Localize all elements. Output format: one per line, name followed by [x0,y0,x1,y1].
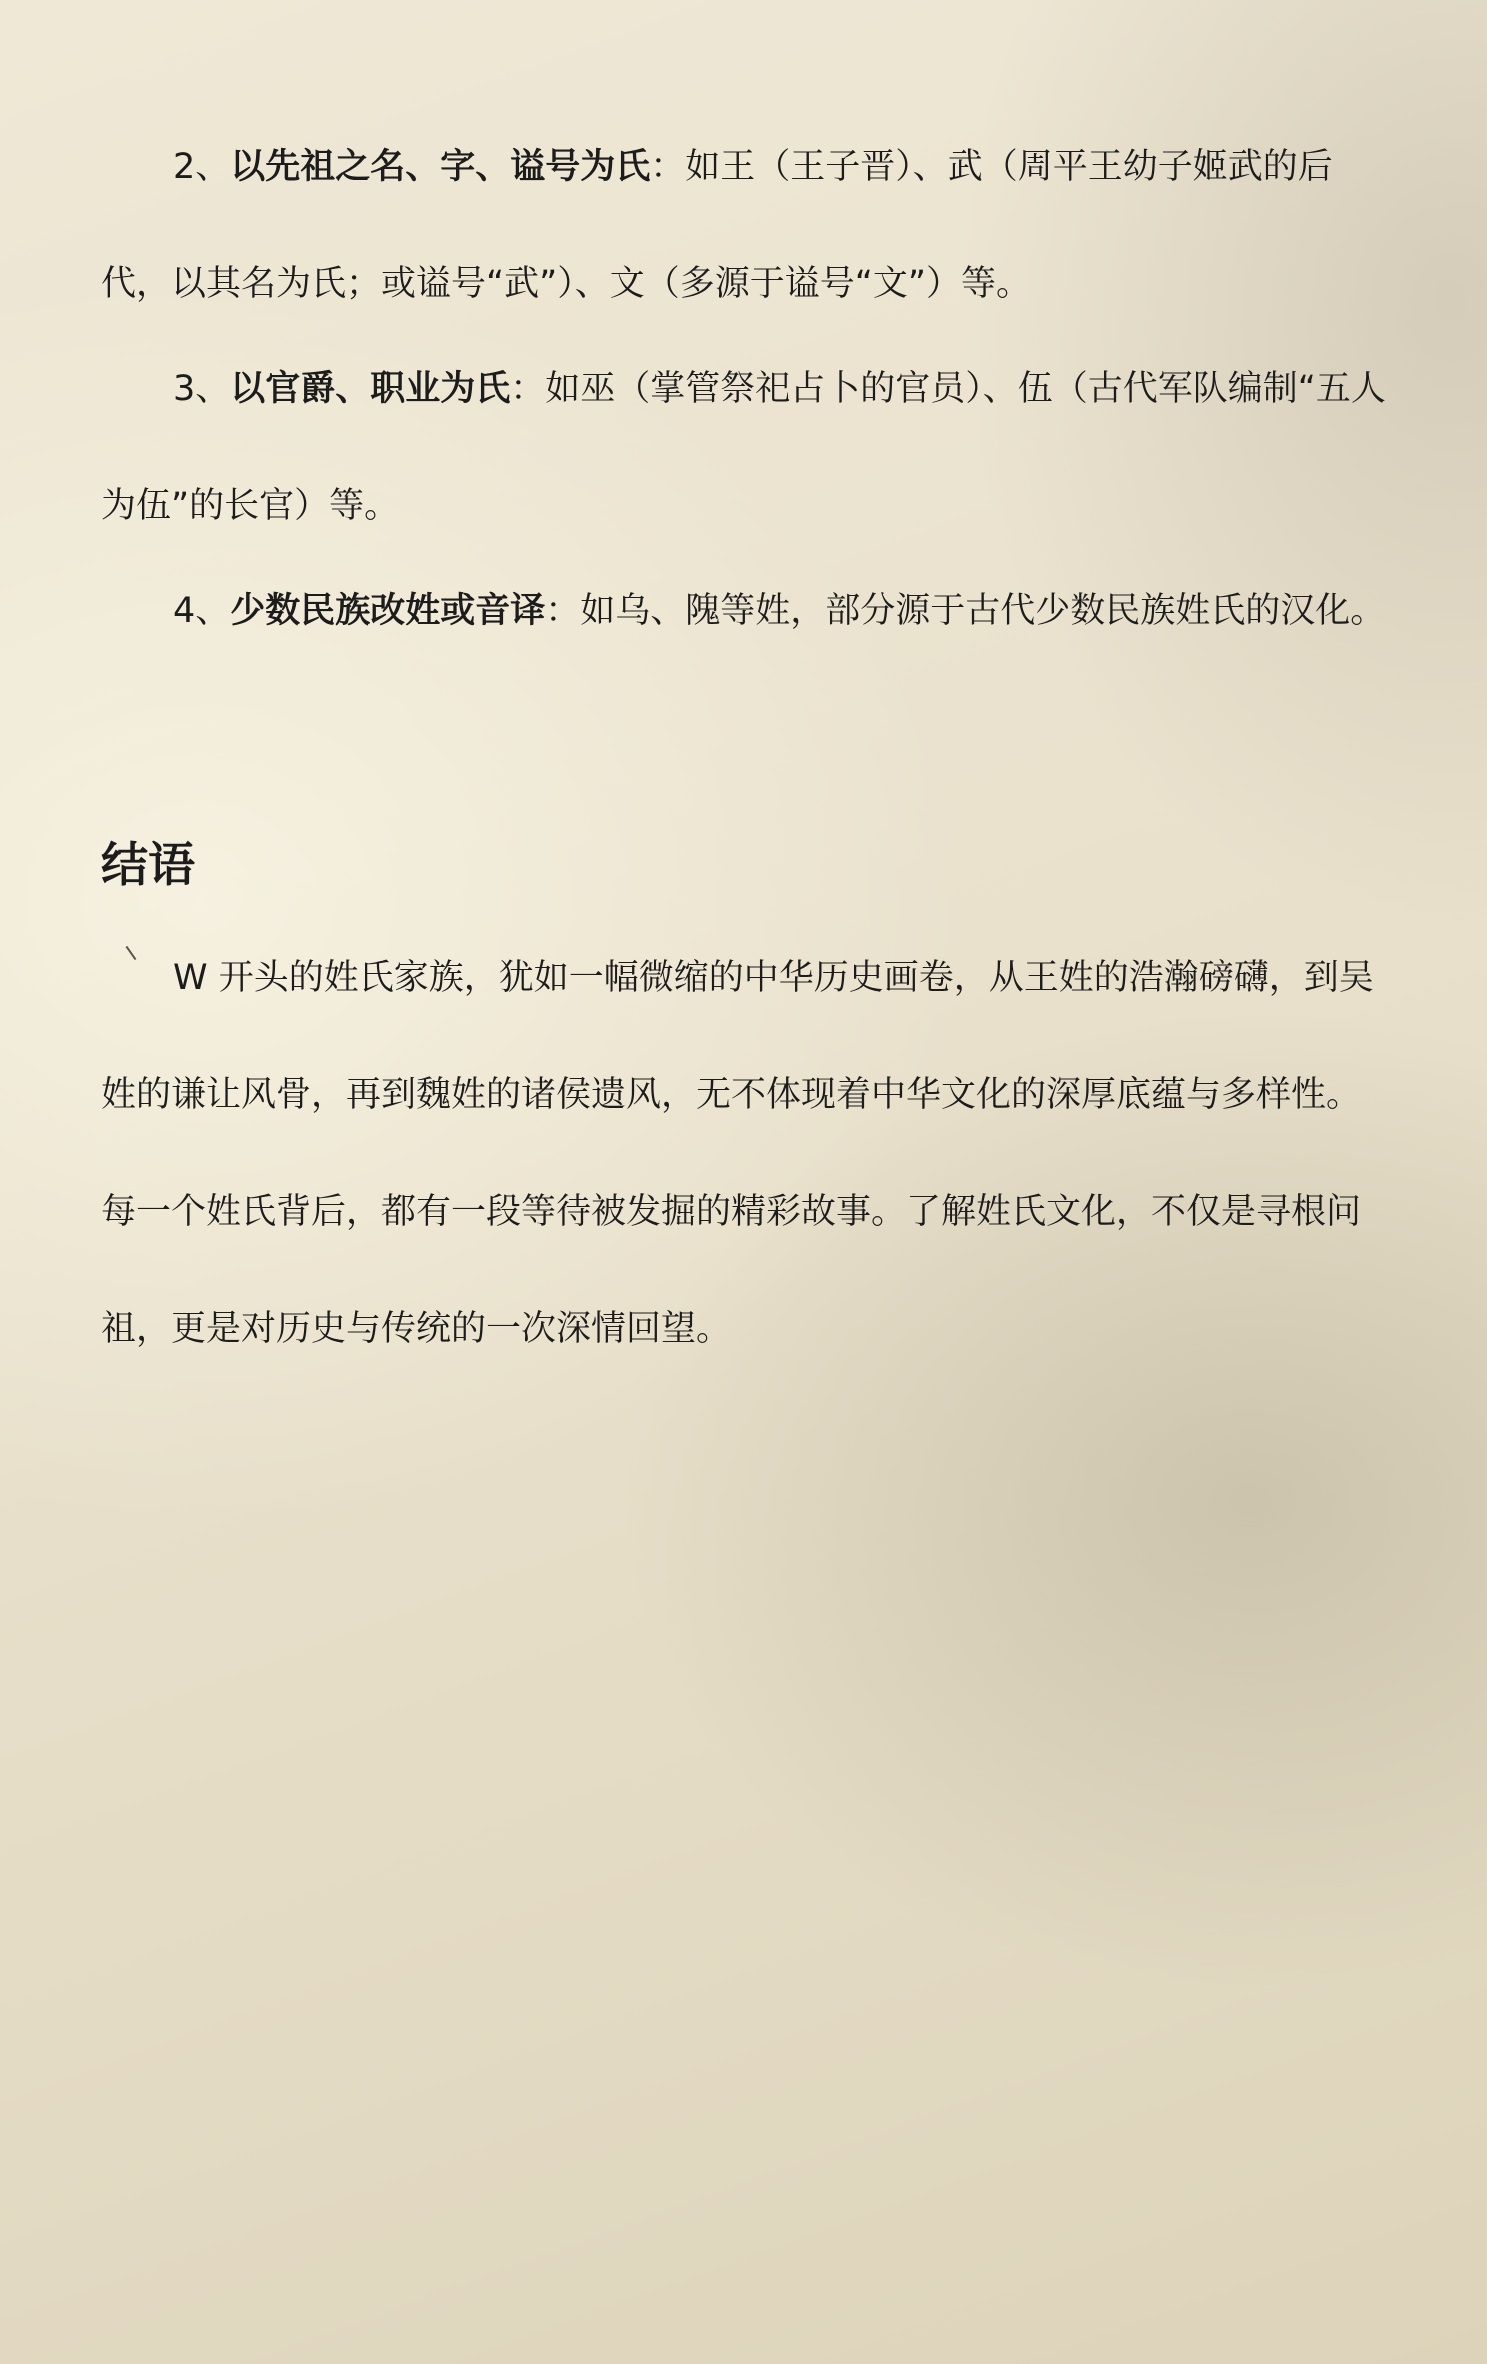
conclusion-paragraph: W 开头的姓氏家族，犹如一幅微缩的中华历史画卷，从王姓的浩瀚磅礴，到吴姓的谦让风骨，再到魏姓的诸侯遗风，无不体现着中华文化的深厚底蕴与多样性。每一个姓氏背后，都有一段等待被发掘的精彩故事。了解姓氏文化，不仅是寻根问祖，更是对历史与传统的一次深情回望。 [101,958,1374,1349]
item-number: 3、 [173,369,231,409]
item-term: 以先祖之名、字、谥号为氏 [230,147,651,187]
item-number: 2、 [173,147,231,187]
section-heading: 结语 [101,838,195,893]
list-item [101,331,1391,565]
item-term: 少数民族改姓或音译 [230,591,546,631]
item-body: ：如王（王子晋）、武（周平王幼子姬武的后代，以其名为氏；或谥号“武”）、文（多源于谥号“文”）等。 [101,147,1333,304]
item-body: ：如巫（掌管祭祀占卜的官员）、伍（古代军队编制“五人为伍”的长官）等。 [101,369,1386,526]
item-number: 4、 [173,591,231,631]
list-item [101,109,1391,343]
item-term: 以官爵、职业为氏 [230,369,511,409]
list-item [101,553,1391,670]
item-body: ：如乌、隗等姓，部分源于古代少数民族姓氏的汉化。 [545,591,1386,631]
